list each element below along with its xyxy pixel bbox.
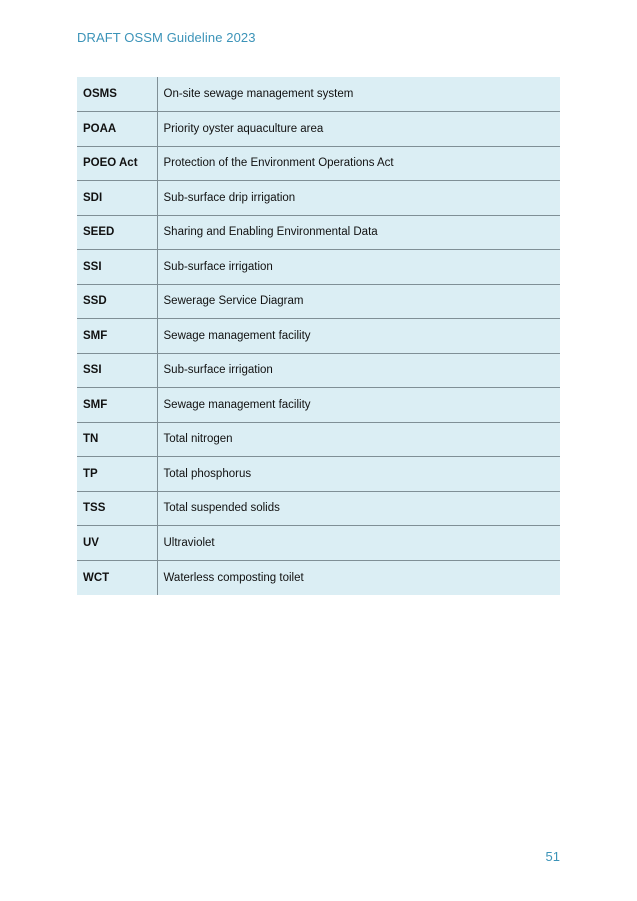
table-row xyxy=(77,353,560,388)
table-row xyxy=(77,284,560,319)
definition-cell: On-site sewage management system xyxy=(157,77,560,112)
abbreviation-cell: SSI xyxy=(77,250,157,285)
abbreviations-table xyxy=(77,77,560,595)
abbreviation-cell: TP xyxy=(77,457,157,492)
definition-cell: Total suspended solids xyxy=(157,491,560,526)
table-row xyxy=(77,146,560,181)
abbreviation-cell: OSMS xyxy=(77,77,157,112)
definition-cell: Sewerage Service Diagram xyxy=(157,284,560,319)
definition-cell: Sub-surface irrigation xyxy=(157,353,560,388)
abbreviation-cell: SSI xyxy=(77,353,157,388)
definition-cell: Sewage management facility xyxy=(157,388,560,423)
definition-cell: Protection of the Environment Operations Act xyxy=(157,146,560,181)
page-number: 51 xyxy=(545,849,560,864)
abbreviation-cell: TN xyxy=(77,422,157,457)
abbreviation-cell: SSD xyxy=(77,284,157,319)
definition-cell: Total phosphorus xyxy=(157,457,560,492)
table-row xyxy=(77,388,560,423)
definition-cell: Ultraviolet xyxy=(157,526,560,561)
definition-cell: Sharing and Enabling Environmental Data xyxy=(157,215,560,250)
table-row xyxy=(77,319,560,354)
abbreviation-cell: UV xyxy=(77,526,157,561)
abbreviation-cell: SMF xyxy=(77,388,157,423)
definition-cell: Waterless composting toilet xyxy=(163,571,304,584)
abbreviation-cell: SMF xyxy=(77,319,157,354)
document-header-title: DRAFT OSSM Guideline 2023 xyxy=(77,30,256,45)
abbreviation-cell: POEO Act xyxy=(77,146,157,181)
abbreviation-cell: WCT xyxy=(77,560,157,595)
abbreviation-cell: SDI xyxy=(77,181,157,216)
definition-cell: Total nitrogen xyxy=(157,422,560,457)
definition-cell: Sub-surface drip irrigation xyxy=(157,181,560,216)
table-row xyxy=(77,526,560,561)
definition-cell: Priority oyster aquaculture area xyxy=(157,112,560,147)
definition-cell: Sewage management facility xyxy=(157,319,560,354)
table-row xyxy=(77,215,560,250)
definition-cell: Sub-surface irrigation xyxy=(157,250,560,285)
abbreviation-cell: POAA xyxy=(77,112,157,147)
table-row xyxy=(77,112,560,147)
abbreviation-cell: TSS xyxy=(77,491,157,526)
table-row xyxy=(77,560,560,595)
table-row xyxy=(77,491,560,526)
abbreviation-cell: SEED xyxy=(77,215,157,250)
table-row xyxy=(77,250,560,285)
table-row xyxy=(77,457,560,492)
table-row xyxy=(77,422,560,457)
table-row xyxy=(77,77,560,112)
table-row xyxy=(77,181,560,216)
